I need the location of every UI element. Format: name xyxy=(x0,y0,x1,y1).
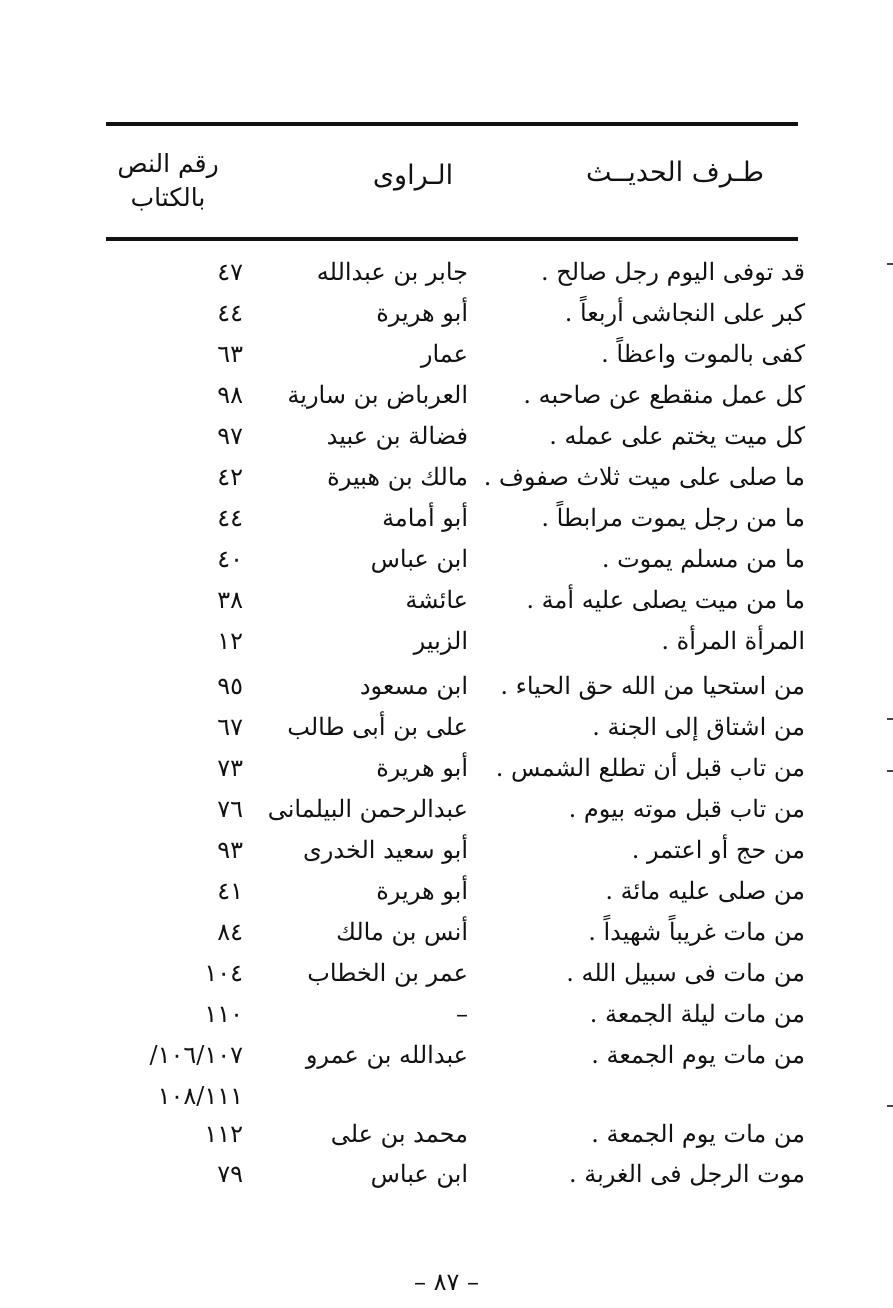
column-header-number xyxy=(98,147,238,215)
hadith-cell: من مات غريباً شهيداً . xyxy=(588,918,805,946)
table-row xyxy=(0,258,893,298)
column-header-number-line1: رقم النص xyxy=(117,149,219,178)
number-cell: ٦٣ xyxy=(217,340,243,368)
table-row xyxy=(0,299,893,339)
column-header-hadith: طـرف الحديــث xyxy=(585,157,765,188)
narrator-cell: عبدالرحمن البيلمانى xyxy=(267,795,468,823)
number-cell: ٤٠ xyxy=(217,545,243,573)
table-header-rule xyxy=(106,237,798,241)
page-number: – ٨٧ – xyxy=(413,1268,480,1296)
number-cell: ١١٢ xyxy=(204,1120,243,1148)
narrator-cell: العرباض بن سارية xyxy=(287,381,468,409)
number-cell: ٧٣ xyxy=(217,754,243,782)
number-cell: ١١٠ xyxy=(204,1000,243,1028)
narrator-cell: عمار xyxy=(420,340,468,368)
table-row xyxy=(0,545,893,585)
table-row xyxy=(0,836,893,876)
hadith-cell: كل ميت يختم على عمله . xyxy=(549,422,805,450)
table-row xyxy=(0,340,893,380)
narrator-cell: ابن مسعود xyxy=(359,672,468,700)
narrator-cell: أبو هريرة xyxy=(376,877,468,905)
number-cell: ١٢ xyxy=(217,627,243,655)
hadith-cell: من تاب قبل أن تطلع الشمس . xyxy=(495,754,805,782)
number-cell: ٣٨ xyxy=(217,586,243,614)
table-row xyxy=(0,1000,893,1040)
hadith-cell: موت الرجل فى الغربة . xyxy=(568,1160,805,1188)
hadith-cell: كبر على النجاشى أربعاً . xyxy=(564,299,805,327)
hadith-cell: المرأة المرأة . xyxy=(661,627,805,655)
hadith-cell: ما صلى على ميت ثلاث صفوف . xyxy=(483,463,805,491)
number-cell: ٧٩ xyxy=(217,1160,243,1188)
hadith-cell: من مات فى سبيل الله . xyxy=(566,959,805,987)
narrator-cell: – xyxy=(456,1000,468,1028)
hadith-cell: قد توفى اليوم رجل صالح . xyxy=(541,258,805,286)
hadith-cell: من مات ليلة الجمعة . xyxy=(589,1000,805,1028)
table-row xyxy=(0,1041,893,1081)
hadith-cell: ما من رجل يموت مرابطاً . xyxy=(541,504,805,532)
number-cell: ٩٣ xyxy=(217,836,243,864)
number-cell: ٦٧ xyxy=(217,713,243,741)
narrator-cell: ابن عباس xyxy=(370,545,468,573)
table-row xyxy=(0,586,893,626)
narrator-cell: أبو هريرة xyxy=(376,299,468,327)
table-row xyxy=(0,1120,893,1160)
number-cell: ٧٦ xyxy=(217,795,243,823)
hadith-cell: كفى بالموت واعظاً . xyxy=(601,340,805,368)
number-cell: ٤٢ xyxy=(217,463,243,491)
table-row xyxy=(0,1082,893,1122)
hadith-cell: من مات يوم الجمعة . xyxy=(591,1041,805,1069)
number-cell: ٤٤ xyxy=(217,299,243,327)
margin-mark xyxy=(887,263,893,265)
narrator-cell: أنس بن مالك xyxy=(336,918,468,946)
table-row xyxy=(0,504,893,544)
table-row xyxy=(0,959,893,999)
column-header-narrator: الـراوى xyxy=(372,160,454,191)
table-top-rule xyxy=(106,122,798,126)
number-cell: ١٠٦/١٠٧/ xyxy=(149,1041,243,1069)
table-row xyxy=(0,754,893,794)
number-cell: ٩٥ xyxy=(217,672,243,700)
narrator-cell: عبدالله بن عمرو xyxy=(305,1041,468,1069)
table-row xyxy=(0,381,893,421)
number-cell: ٩٨ xyxy=(217,381,243,409)
narrator-cell: ابن عباس xyxy=(370,1160,468,1188)
number-cell: ٤٤ xyxy=(217,504,243,532)
narrator-cell: محمد بن على xyxy=(330,1120,468,1148)
number-cell: ٨٤ xyxy=(217,918,243,946)
narrator-cell: أبو هريرة xyxy=(376,754,468,782)
narrator-cell: على بن أبى طالب xyxy=(287,713,468,741)
table-row xyxy=(0,877,893,917)
table-row xyxy=(0,713,893,753)
table-row xyxy=(0,672,893,712)
table-row xyxy=(0,918,893,958)
narrator-cell: الزبير xyxy=(413,627,468,655)
column-header-number-line2: بالكتاب xyxy=(130,182,206,212)
number-cell: ٩٧ xyxy=(217,422,243,450)
margin-mark xyxy=(887,770,893,772)
hadith-cell: كل عمل منقطع عن صاحبه . xyxy=(523,381,805,409)
number-cell: ١٠٤ xyxy=(204,959,243,987)
margin-mark xyxy=(887,1105,893,1107)
hadith-cell: ما من ميت يصلى عليه أمة . xyxy=(526,586,805,614)
hadith-cell: من تاب قبل موته بيوم . xyxy=(568,795,805,823)
hadith-cell: من حج أو اعتمر . xyxy=(631,836,805,864)
narrator-cell: عائشة xyxy=(405,586,468,614)
narrator-cell: أبو سعيد الخدرى xyxy=(303,836,468,864)
margin-mark xyxy=(887,718,893,720)
hadith-cell: من صلى عليه مائة . xyxy=(605,877,805,905)
table-row xyxy=(0,627,893,667)
hadith-cell: ما من مسلم يموت . xyxy=(601,545,805,573)
table-row xyxy=(0,795,893,835)
number-cell: ٤٧ xyxy=(217,258,243,286)
narrator-cell: جابر بن عبدالله xyxy=(316,258,468,286)
narrator-cell: فضالة بن عبيد xyxy=(326,422,468,450)
hadith-cell: من اشتاق إلى الجنة . xyxy=(592,713,805,741)
narrator-cell: مالك بن هبيرة xyxy=(327,463,468,491)
narrator-cell: عمر بن الخطاب xyxy=(307,959,468,987)
table-row xyxy=(0,422,893,462)
narrator-cell: أبو أمامة xyxy=(382,504,468,532)
table-row xyxy=(0,463,893,503)
number-cell: ١٠٨/١١١ xyxy=(157,1082,243,1110)
table-row xyxy=(0,1160,893,1200)
number-cell: ٤١ xyxy=(217,877,243,905)
hadith-cell: من مات يوم الجمعة . xyxy=(591,1120,805,1148)
hadith-cell: من استحيا من الله حق الحياء . xyxy=(500,672,805,700)
